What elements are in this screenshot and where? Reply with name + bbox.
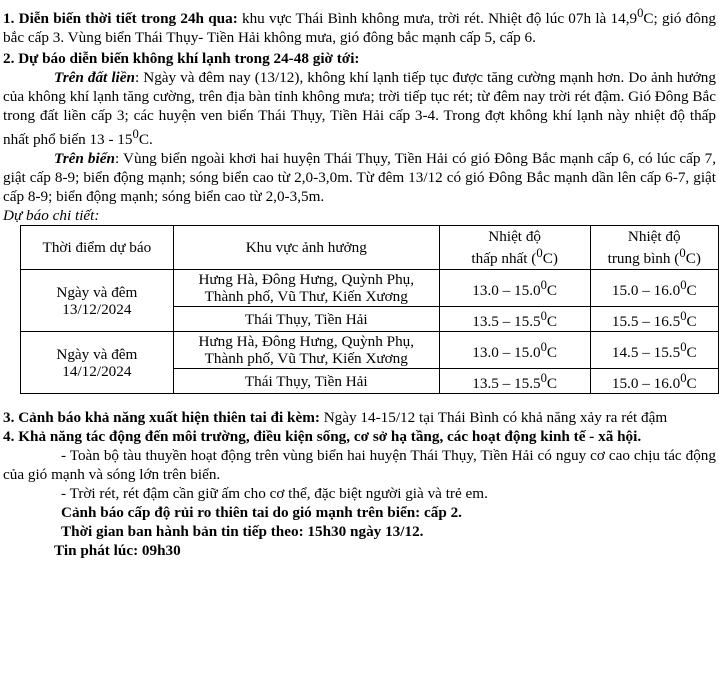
cell-area xyxy=(173,332,439,369)
time-date: 14/12/2024 xyxy=(62,362,132,380)
land-text-b: C. xyxy=(138,131,153,149)
cell-area: Thái Thụy, Tiền Hải xyxy=(173,369,439,394)
section-2-sea xyxy=(3,149,716,206)
cell-avg-temp xyxy=(590,307,718,332)
table-header-row xyxy=(21,226,719,270)
time-line1: Ngày và đêm xyxy=(56,345,138,363)
min-range: 13.5 – 15.5 xyxy=(472,375,541,393)
next-issue-time: Thời gian ban hành bản tin tiếp theo: 15h30 ngày 13/12. xyxy=(61,523,424,541)
unit: C xyxy=(686,313,697,331)
risk-warning: Cảnh báo cấp độ rủi ro thiên tai do gió mạnh trên biển: cấp 2. xyxy=(61,504,462,522)
header-min-unit: C) xyxy=(542,250,558,268)
degree-sup: 0 xyxy=(540,309,547,324)
area-line2: Thành phố, Vũ Thư, Kiến Xương xyxy=(204,288,408,306)
section-2-heading: 2. Dự báo diễn biến không khí lạnh trong 24-48 giờ tới: xyxy=(3,50,360,68)
sea-label: Trên biển xyxy=(54,150,115,168)
degree-sup: 0 xyxy=(679,246,686,261)
land-label: Trên đất liền xyxy=(54,69,135,87)
header-min-line1: Nhiệt độ xyxy=(488,228,542,246)
cell-avg-temp xyxy=(590,332,718,369)
forecast-table xyxy=(20,225,719,394)
section-2-land xyxy=(3,68,716,149)
section-1-heading: 1. Diễn biến thời tiết trong 24h qua: xyxy=(3,10,238,28)
degree-sup: 0 xyxy=(637,6,644,20)
degree-sup: 0 xyxy=(540,278,547,293)
area-line2: Thành phố, Vũ Thư, Kiến Xương xyxy=(204,350,408,368)
impact-item-1: - Toàn bộ tàu thuyền hoạt động trên vùng biển hai huyện Thái Thụy, Tiền Hải có nguy cơ cao chịu tác động của gió mạnh và sóng lớn trên biển. xyxy=(3,447,716,484)
unit: C xyxy=(546,344,558,362)
min-range: 13.5 – 15.5 xyxy=(472,313,541,331)
time-date: 13/12/2024 xyxy=(62,300,132,318)
table-caption: Dự báo chi tiết: xyxy=(3,207,100,225)
header-avg-temp xyxy=(590,226,718,270)
avg-range: 15.0 – 16.0 xyxy=(611,375,681,393)
degree-sup: 0 xyxy=(680,278,687,293)
degree-sup: 0 xyxy=(680,309,687,324)
sea-text: : Vùng biển ngoài khơi hai huyện Thái Thụy, Tiền Hải có gió Đông Bắc mạnh cấp 6, có lúc cấp 7, giật cấp 8-9; biển động mạnh; sóng biển cao từ 2,0-3,0m. Từ đêm 13/12 có gió Đông Bắc mạnh dần lên cấp 6-7, giật cấp 8-9; biển động mạnh; sóng biển cao từ 2,0-3,5m. xyxy=(3,150,716,206)
cell-avg-temp xyxy=(590,270,718,307)
section-3-heading: 3. Cảnh báo khả năng xuất hiện thiên tai đi kèm: xyxy=(3,409,320,427)
cell-min-temp xyxy=(439,270,590,307)
unit: C xyxy=(546,282,558,300)
degree-sup: 0 xyxy=(536,246,543,261)
cell-avg-temp xyxy=(590,369,718,394)
header-avg-unit: C) xyxy=(685,250,701,268)
header-avg-line2: trung bình ( xyxy=(607,250,680,268)
cell-time xyxy=(21,270,174,332)
area-line1: Hưng Hà, Đông Hưng, Quỳnh Phụ, xyxy=(198,271,415,289)
degree-sup: 0 xyxy=(680,340,687,355)
section-4-heading: 4. Khả năng tác động đến môi trường, điều kiện sống, cơ sở hạ tầng, các hoạt động kinh tế - xã hội. xyxy=(3,428,642,446)
header-time: Thời điểm dự báo xyxy=(21,226,174,270)
cell-area: Thái Thụy, Tiền Hải xyxy=(173,307,439,332)
issued-time: Tin phát lúc: 09h30 xyxy=(54,542,181,560)
table-row xyxy=(21,332,719,369)
min-range: 13.0 – 15.0 xyxy=(472,344,541,362)
section-1-text-a: khu vực Thái Bình không mưa, trời rét. Nhiệt độ lúc 07h là 14,9 xyxy=(237,10,638,28)
degree-sup: 0 xyxy=(680,371,687,386)
cell-min-temp xyxy=(439,369,590,394)
header-min-line2: thấp nhất ( xyxy=(471,250,537,268)
header-area: Khu vực ảnh hưởng xyxy=(173,226,439,270)
avg-range: 15.5 – 16.5 xyxy=(611,313,681,331)
cell-time xyxy=(21,332,174,394)
cell-min-temp xyxy=(439,332,590,369)
time-line1: Ngày và đêm xyxy=(56,283,138,301)
section-1-text-b: C; gió đông bắc cấp 3. Vùng biển Thái Thụy- Tiền Hải không mưa, gió đông bắc mạnh cấp 5, cấp 6. xyxy=(3,10,717,47)
unit: C xyxy=(686,344,697,362)
unit: C xyxy=(546,375,558,393)
header-min-temp xyxy=(439,226,590,270)
section-1 xyxy=(3,4,716,47)
degree-sup: 0 xyxy=(540,371,547,386)
cell-min-temp xyxy=(439,307,590,332)
land-text-a: : Ngày và đêm nay (13/12), không khí lạnh tiếp tục được tăng cường mạnh hơn. Do ảnh hưởng của không khí lạnh tăng cường, trên địa bàn tỉnh không mưa; trời tiếp tục rét; từ đêm nay trời rét đậm. Gió Đông Bắc trong đất liền cấp 3; các huyện ven biển Thái Thụy, Tiền Hải cấp 3-4. Trong đợt không khí lạnh này nhiệt độ thấp nhất phổ biến 13 - 15 xyxy=(3,69,716,149)
unit: C xyxy=(546,313,558,331)
cell-area xyxy=(173,270,439,307)
min-range: 13.0 – 15.0 xyxy=(472,282,541,300)
section-3-text: Ngày 14-15/12 tại Thái Bình có khả năng xảy ra rét đậm xyxy=(319,409,668,427)
avg-range: 15.0 – 16.0 xyxy=(611,282,681,300)
unit: C xyxy=(686,375,697,393)
degree-sup: 0 xyxy=(132,127,139,142)
impact-item-2: - Trời rét, rét đậm cần giữ ấm cho cơ thể, đặc biệt người già và trẻ em. xyxy=(61,485,488,503)
degree-sup: 0 xyxy=(540,340,547,355)
avg-range: 14.5 – 15.5 xyxy=(611,344,681,362)
unit: C xyxy=(686,282,697,300)
area-line1: Hưng Hà, Đông Hưng, Quỳnh Phụ, xyxy=(198,333,415,351)
section-3 xyxy=(3,408,716,427)
header-avg-line1: Nhiệt độ xyxy=(627,228,681,246)
table-row xyxy=(21,270,719,307)
